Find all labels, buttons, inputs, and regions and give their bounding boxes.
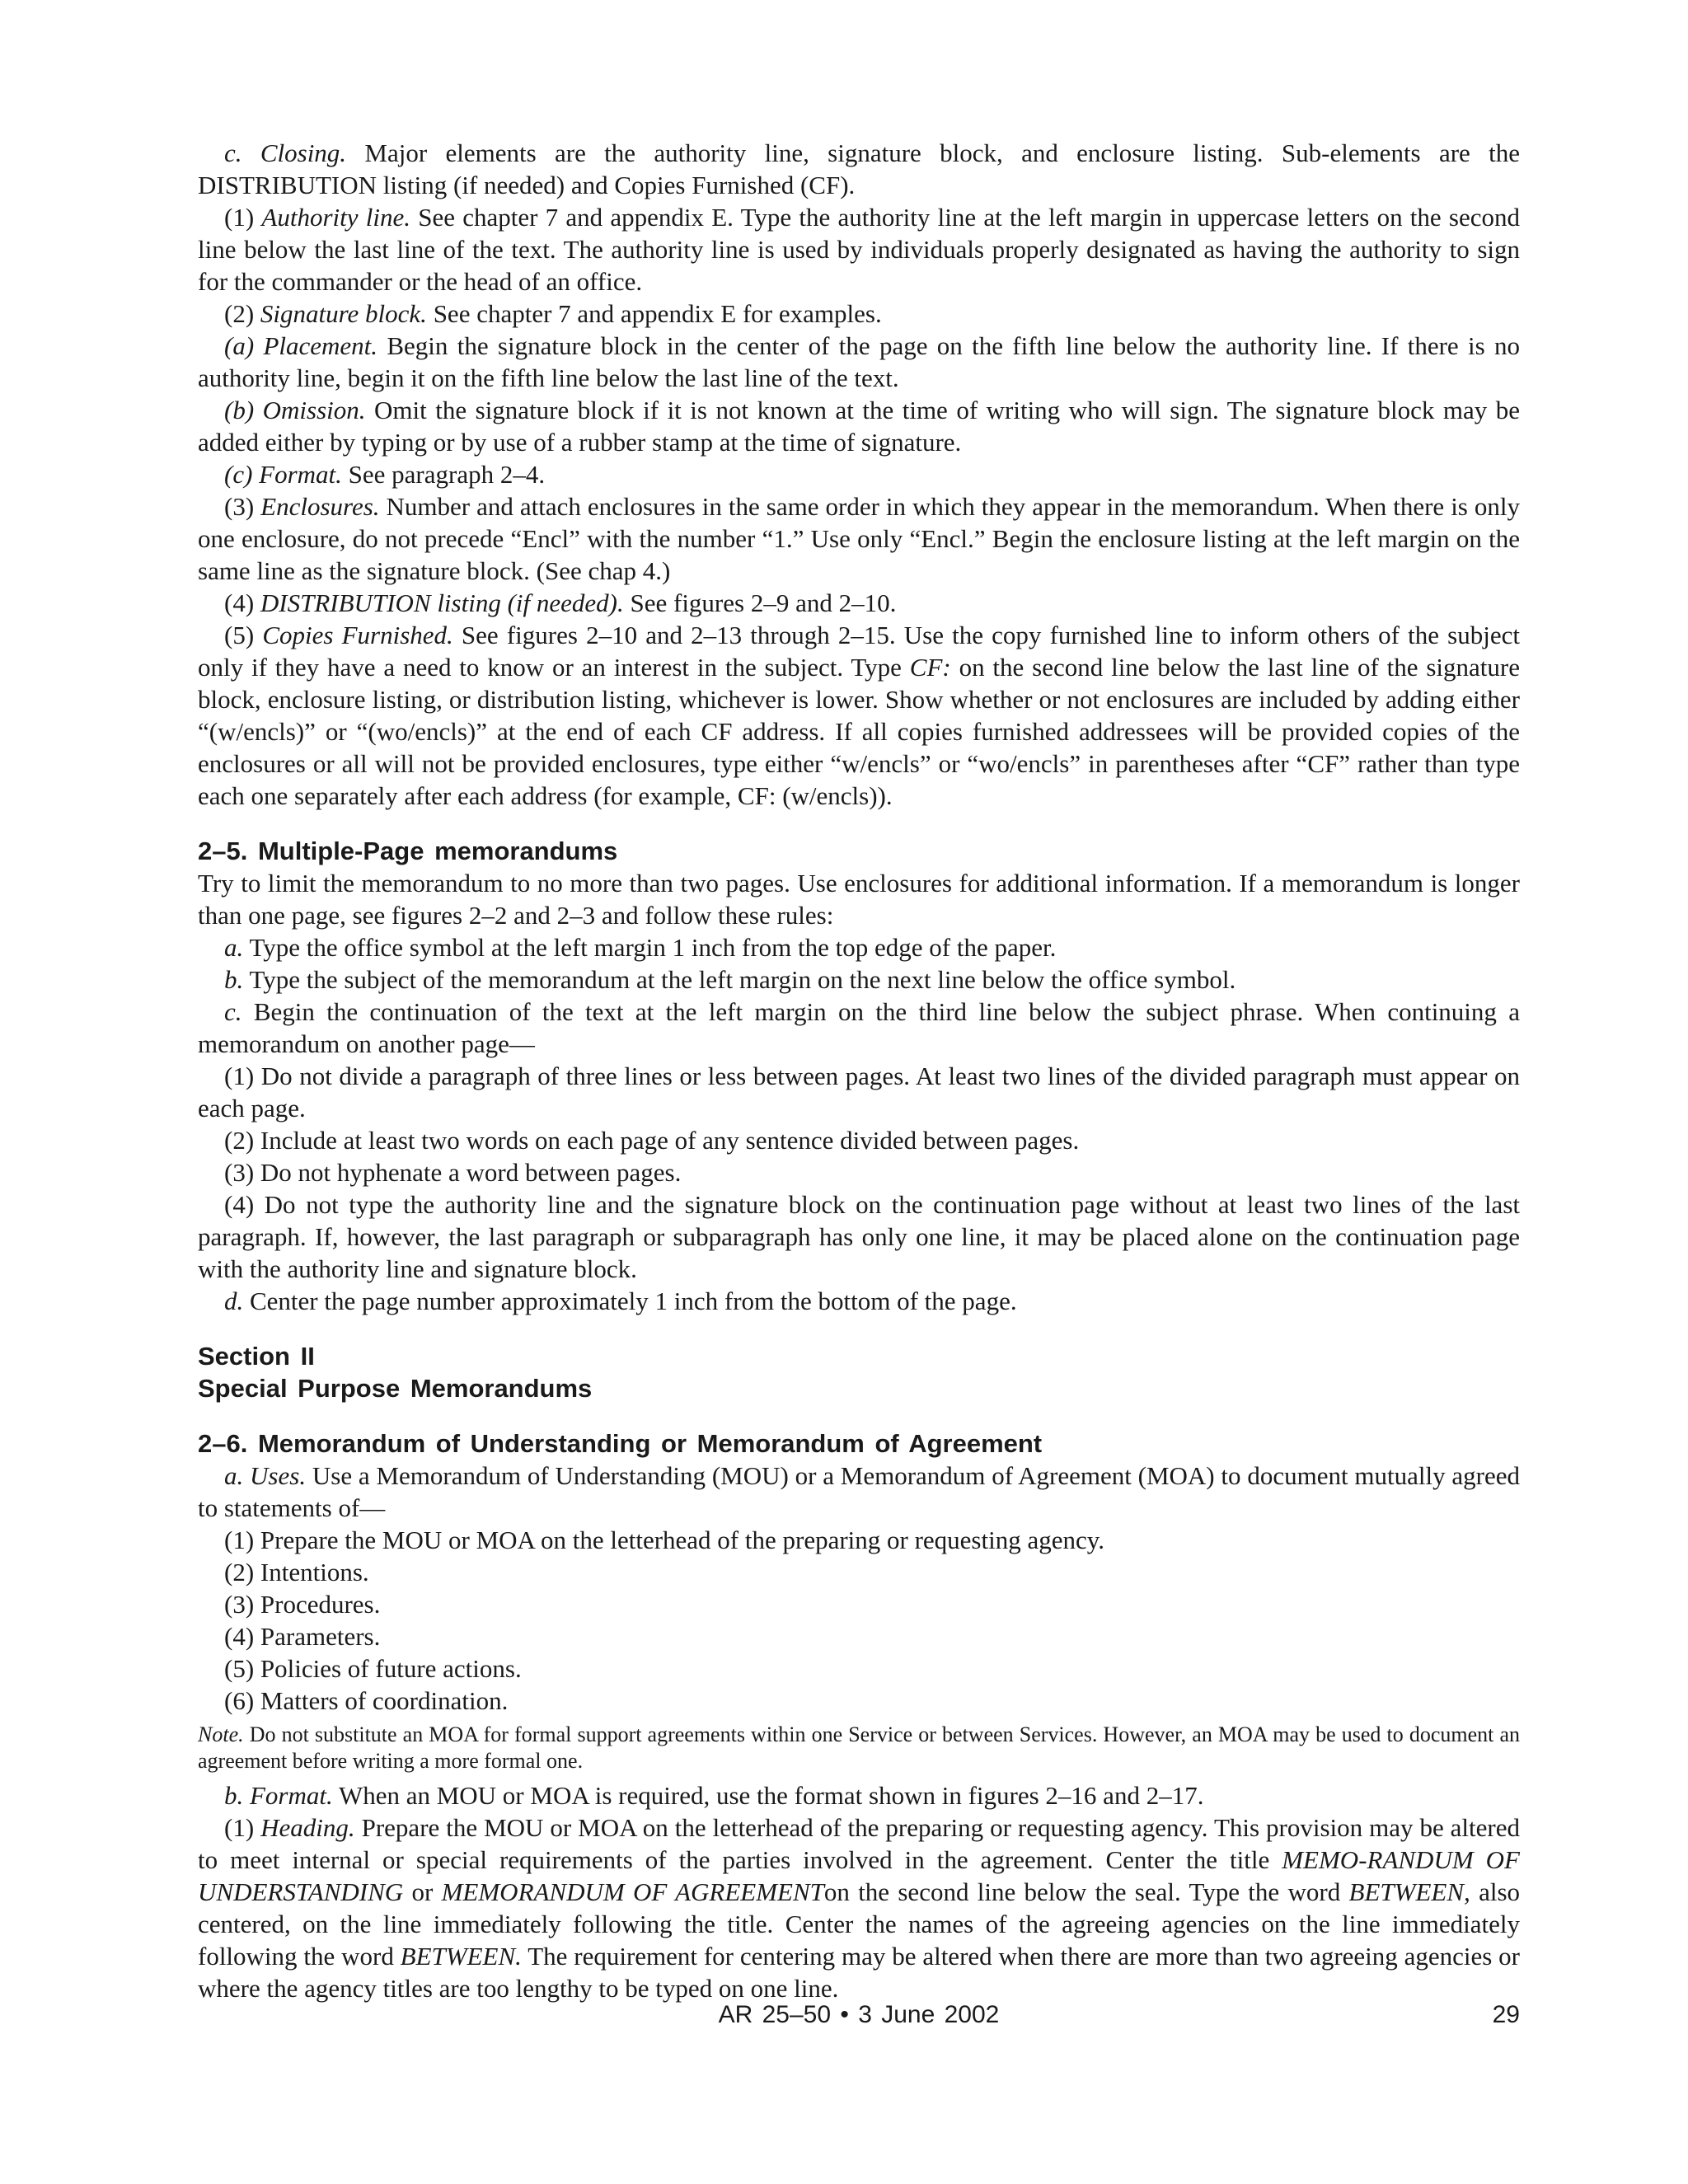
signature-text: See chapter 7 and appendix E for examples.	[426, 299, 882, 328]
mou-heading-num: (1)	[224, 1813, 261, 1842]
multipage-b-text: Type the subject of the memorandum at the left margin on the next line below the office symbol.	[243, 965, 1236, 994]
para-enclosures	[198, 490, 1520, 587]
list-item: (3) Procedures.	[224, 1590, 381, 1619]
placement-label: (a) Placement.	[224, 331, 378, 360]
list-item: (2) Intentions.	[224, 1558, 369, 1586]
authority-label: Authority line.	[261, 203, 410, 232]
multipage-d-label: d.	[224, 1286, 244, 1315]
cf-label: Copies Furnished.	[262, 621, 453, 649]
para-multipage-a	[198, 931, 1520, 963]
enclosures-text: Number and attach enclosures in the same order in which they appear in the memorandum. When there is only one enclosure, do not precede “Encl” with the number “1.” Use only “Encl.” Begin the enclosure listing at the left margin on the same line as the signature block. (See chap 4.)	[198, 492, 1520, 585]
format-text: See paragraph 2–4.	[341, 460, 546, 489]
list-item: (4) Parameters.	[224, 1622, 381, 1651]
closing-text: Major elements are the authority line, signature block, and enclosure listing. Sub-elements are the DISTRIBUTION listing (if needed) and Copies Furnished (CF).	[198, 138, 1520, 199]
enclosures-label: Enclosures.	[260, 492, 380, 521]
heading-multiple-page: 2–5. Multiple-Page memorandums	[198, 837, 618, 865]
footer-publication: AR 25–50 • 3 June 2002	[718, 2001, 1000, 2028]
page-number: 29	[1492, 2001, 1520, 2028]
mou-format-text: When an MOU or MOA is required, use the format shown in figures 2–16 and 2–17.	[332, 1781, 1204, 1810]
authority-num: (1)	[224, 203, 262, 232]
para-omission	[198, 394, 1520, 458]
mou-heading-text-1: Prepare the MOU or MOA on the letterhead of the preparing or requesting agency. This provision may be altered to meet internal or special requirements of the parties involved in the agreement. Center the title	[198, 1813, 1520, 1874]
para-multipage-b	[198, 963, 1520, 996]
list-item: (6) Matters of coordination.	[224, 1686, 509, 1715]
list-item: (5) Policies of future actions.	[224, 1654, 522, 1683]
distribution-label: DISTRIBUTION listing (if needed).	[260, 588, 624, 617]
cf-text-2: on the second line below the last line of the signature block, enclosure listing, or distribution listing, whichever is lower. Show whether or not enclosures are included by adding either “(w/encls)” or “(wo/encls)” at the end of each CF address. If all copies furnished addressees will be provided copies of the enclosures or all will not be provided enclosures, type either “w/encls” or “wo/encls” in parentheses after “CF” rather than type each one separately after each address (for example, CF: (w/encls)).	[198, 653, 1520, 810]
authority-text: See chapter 7 and appendix E. Type the authority line at the left margin in uppercase letters on the second line below the last line of the text. The authority line is used by individuals properly designated as having the authority to sign for the commander or the head of an office.	[198, 203, 1520, 296]
para-rule-3: (3) Do not hyphenate a word between pages.	[224, 1158, 682, 1187]
mou-statement-list	[198, 1524, 1520, 1717]
mou-heading-text-3: on the second line below the seal. Type the word	[823, 1877, 1349, 1906]
para-rule-2: (2) Include at least two words on each page of any sentence divided between pages.	[224, 1126, 1080, 1155]
mou-heading-text-2: or	[403, 1877, 442, 1906]
mou-heading-text-5: The requirement for centering may be altered when there are more than two agreeing agencies or where the agency titles are too lengthy to be typed on one line.	[198, 1942, 1520, 2003]
para-mou-format	[198, 1779, 1520, 1811]
enclosures-num: (3)	[224, 492, 261, 521]
para-placement	[198, 330, 1520, 394]
cf-text-1: See figures 2–10 and 2–13 through 2–15. Use the copy furnished line to inform others of the subject only if they have a need to know or an interest in the subject. Type	[198, 621, 1520, 682]
multipage-c-label: c.	[224, 997, 242, 1026]
note-label: Note.	[198, 1722, 244, 1746]
para-authority-line	[198, 201, 1520, 298]
between-italic-2: BETWEEN.	[400, 1942, 522, 1971]
mou-title-italic: MEMO-RANDUM OF UNDERSTANDING	[198, 1845, 1520, 1906]
distribution-num: (4)	[224, 588, 260, 617]
multipage-d-text: Center the page number approximately 1 inch from the bottom of the page.	[243, 1286, 1017, 1315]
mou-heading-text-4: also centered, on the line immediately following the title. Center the names of the agreeing agencies on the line immediately following the word	[198, 1877, 1521, 1971]
para-closing	[198, 137, 1520, 201]
distribution-text: See figures 2–9 and 2–10.	[623, 588, 897, 617]
multipage-a-text: Type the office symbol at the left margin 1 inch from the top edge of the paper.	[243, 933, 1057, 962]
signature-label: Signature block.	[260, 299, 427, 328]
multipage-c-text: Begin the continuation of the text at the left margin on the third line below the subject phrase. When continuing a memorandum on another page—	[198, 997, 1520, 1058]
para-rule-4: (4) Do not type the authority line and the signature block on the continuation page without at least two lines of the last paragraph. If, however, the last paragraph or subparagraph has only one line, it may be placed alone on the continuation page with the authority line and signature block.	[198, 1190, 1520, 1283]
para-multipage-intro: Try to limit the memorandum to no more than two pages. Use enclosures for additional information. If a memorandum is longer than one page, see figures 2–2 and 2–3 and follow these rules:	[198, 869, 1520, 930]
para-multipage-d	[198, 1285, 1520, 1317]
para-copies-furnished	[198, 619, 1520, 812]
section-subtitle: Special Purpose Memorandums	[198, 1374, 593, 1403]
heading-mou-moa: 2–6. Memorandum of Understanding or Memorandum of Agreement	[198, 1429, 1043, 1458]
signature-num: (2)	[224, 299, 260, 328]
section-title: Section II	[198, 1342, 315, 1371]
para-distribution	[198, 587, 1520, 619]
para-signature-block	[198, 298, 1520, 330]
mou-format-label: b. Format.	[224, 1781, 333, 1810]
para-format	[198, 458, 1520, 490]
cf-num: (5)	[224, 621, 263, 649]
document-page	[198, 137, 1520, 2004]
mou-uses-label: a. Uses.	[224, 1461, 307, 1490]
list-item: (1) Prepare the MOU or MOA on the letterhead of the preparing or requesting agency.	[224, 1526, 1104, 1554]
para-mou-heading	[198, 1811, 1520, 2004]
note	[198, 1722, 1520, 1774]
cf-italic: CF:	[909, 653, 951, 682]
multipage-a-label: a.	[224, 933, 244, 962]
para-multipage-c	[198, 996, 1520, 1060]
para-mou-uses	[198, 1460, 1520, 1524]
between-italic-1: BETWEEN,	[1348, 1877, 1470, 1906]
placement-text: Begin the signature block in the center of the page on the fifth line below the authority line. If there is no authority line, begin it on the fifth line below the last line of the text.	[198, 331, 1520, 392]
note-text: Do not substitute an MOA for formal support agreements within one Service or between Services. However, an MOA may be used to document an agreement before writing a more formal one.	[198, 1722, 1520, 1773]
multipage-b-label: b.	[224, 965, 244, 994]
closing-label: c. Closing.	[224, 138, 347, 167]
format-label: (c) Format.	[224, 460, 342, 489]
omission-text: Omit the signature block if it is not known at the time of writing who will sign. The signature block may be added either by typing or by use of a rubber stamp at the time of signature.	[198, 396, 1520, 457]
mou-uses-text: Use a Memorandum of Understanding (MOU) or a Memorandum of Agreement (MOA) to document mutually agreed to statements of—	[198, 1461, 1520, 1522]
moa-title-italic: MEMORANDUM OF AGREEMENT	[441, 1877, 824, 1906]
mou-heading-label: Heading.	[260, 1813, 355, 1842]
omission-label: (b) Omission.	[224, 396, 366, 424]
para-rule-1: (1) Do not divide a paragraph of three lines or less between pages. At least two lines of the divided paragraph must appear on each page.	[198, 1062, 1520, 1122]
